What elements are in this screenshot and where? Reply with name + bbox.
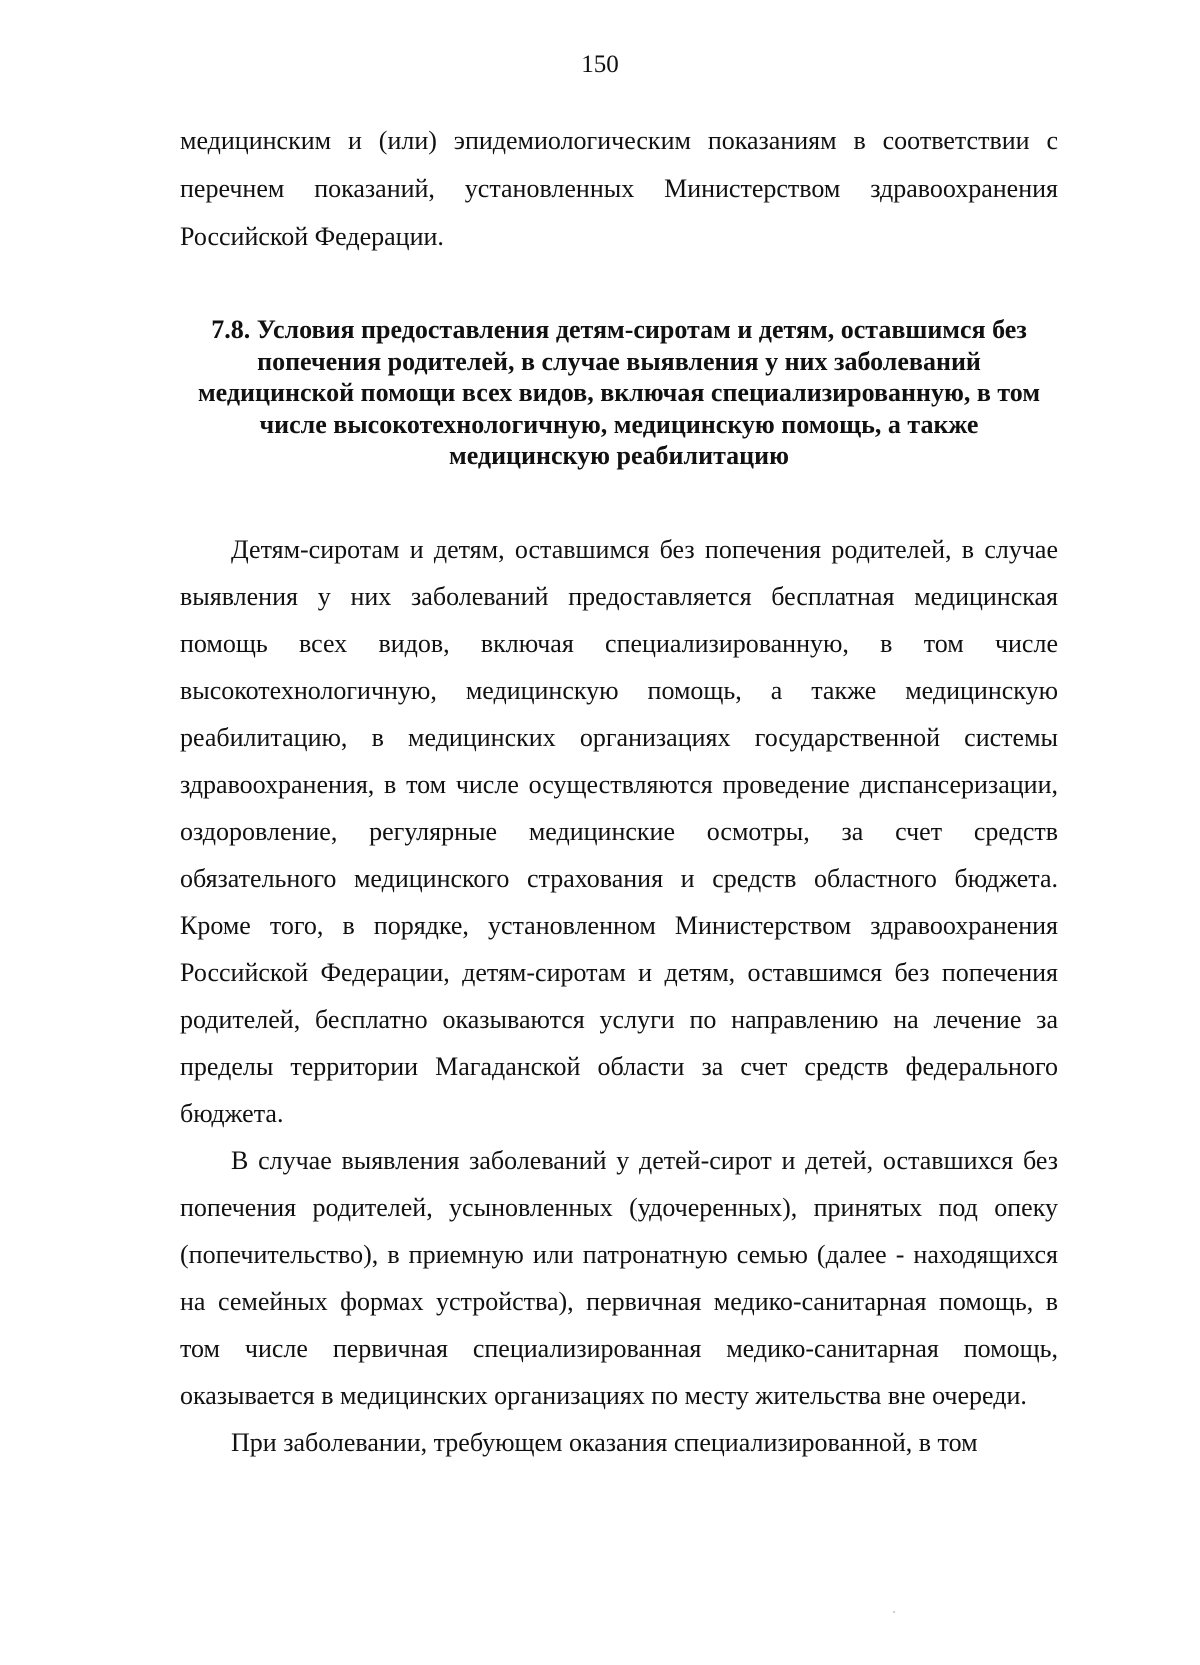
section-body bbox=[180, 526, 1058, 1466]
body-paragraph-2: В случае выявления заболеваний у детей-сирот и детей, оставшихся без попечения родителей, усыновленных (удочеренных), принятых под опеку (попечительство), в приемную или патронатную семью (далее - находящихся на семейных формах устройства), первичная медико-санитарная помощь, в том числе первичная специализированная медико-санитарная помощь, оказывается в медицинских организациях по месту жительства вне очереди. bbox=[180, 1146, 1058, 1410]
section-heading: 7.8. Условия предоставления детям-сиротам и детям, оставшимся без попечения родителей, в случае выявления у них заболеваний медицинской помощи всех видов, включая специализированную, в том числе высокотехнологичную, медицинскую помощь, а также медицинскую реабилитацию bbox=[197, 315, 1041, 470]
body-paragraph-1: Детям-сиротам и детям, оставшимся без попечения родителей, в случае выявления у них заболеваний предоставляется бесплатная медицинская помощь всех видов, включая специализированную, в том числе высокотехнологичную, медицинскую помощь, а также медицинскую реабилитацию, в медицинских организациях государственной системы здравоохранения, в том числе осуществляются проведение диспансеризации, оздоровление, регулярные медицинские осмотры, за счет средств обязательного медицинского страхования и средств областного бюджета. Кроме того, в порядке, установленном Министерством здравоохранения Российской Федерации, детям-сиротам и детям, оставшимся без попечения родителей, бесплатно оказываются услуги по направлению на лечение за пределы территории Магаданской области за счет средств федерального бюджета. bbox=[180, 535, 1058, 1128]
body-paragraph-3: При заболевании, требующем оказания специализированной, в том bbox=[231, 1428, 978, 1457]
continuation-paragraph: медицинским и (или) эпидемиологическим показаниям в соответствии с перечнем показаний, установленных Министерством здравоохранения Российской Федерации. bbox=[180, 126, 1058, 251]
scan-speck bbox=[893, 1611, 895, 1613]
page-number: 150 bbox=[581, 51, 619, 78]
